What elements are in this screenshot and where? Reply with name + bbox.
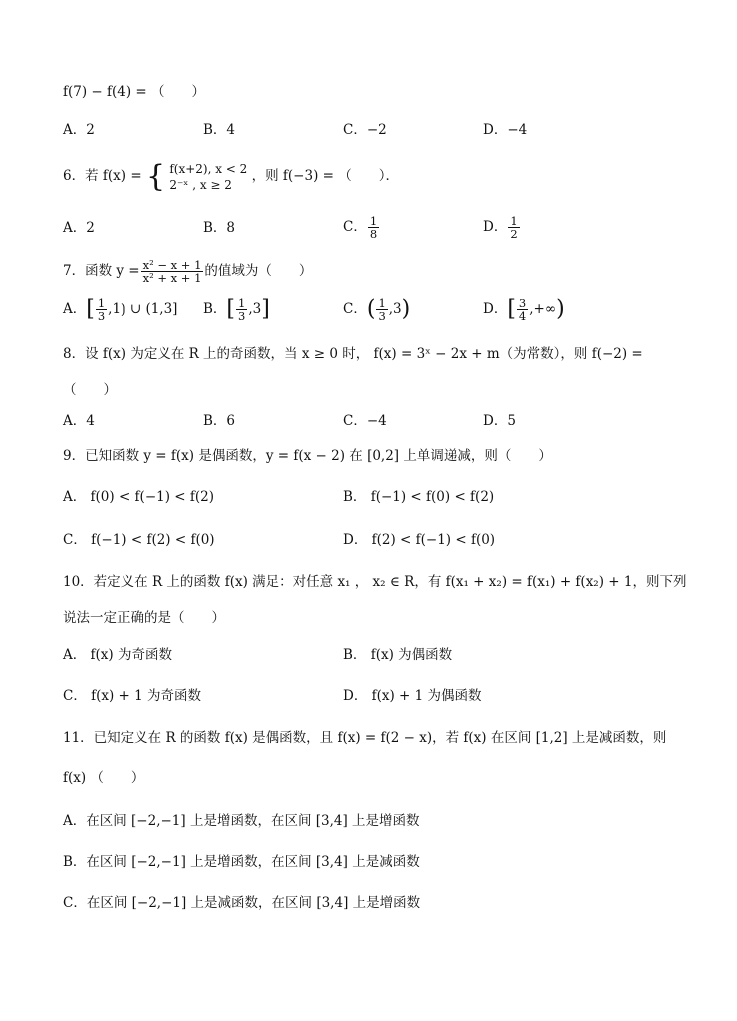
q7-stem <box>63 256 312 286</box>
bracket-right: ] <box>261 296 270 322</box>
q10-stem: 10．若定义在 R 上的函数 f(x) 满足：对任意 x₁ ， x₂ ∈ R，有 f(x₁ + x₂) = f(x₁) + f(x₂) + 1，则下列 <box>63 574 687 590</box>
q6-option-a[interactable]: A．2 <box>63 220 95 236</box>
q6-option-c[interactable] <box>343 212 380 242</box>
option-label: D． <box>483 301 508 317</box>
frac-num: 3 <box>518 296 527 310</box>
frac-den: 3 <box>238 309 246 323</box>
q11-option-b[interactable]: B．在区间 [−2,−1] 上是增函数，在区间 [3,4] 上是减函数 <box>63 854 420 870</box>
q6-stem <box>63 160 399 193</box>
q11-option-c[interactable]: C．在区间 [−2,−1] 上是减函数，在区间 [3,4] 上是增函数 <box>63 895 421 911</box>
q6-option-d-fraction <box>508 215 519 240</box>
bracket-left: [ <box>507 296 516 322</box>
q6-cases <box>169 161 247 193</box>
q8-stem-cont: （ ） <box>63 382 117 398</box>
q7-suffix: 的值域为（ ） <box>204 263 313 279</box>
frac-num: 1 <box>97 296 106 310</box>
frac-den: 8 <box>369 227 378 241</box>
option-rest: ,3 <box>388 301 402 317</box>
option-label: B． <box>203 301 227 317</box>
frac-num: x² − x + 1 <box>142 258 202 272</box>
q6-case2: 2⁻ˣ , x ≥ 2 <box>169 177 232 192</box>
q7-prefix: 7．函数 y = <box>63 263 140 279</box>
q10-option-b[interactable]: B． f(x) 为偶函数 <box>343 647 453 663</box>
q7-option-b[interactable] <box>203 294 270 325</box>
q9-option-d[interactable]: D． f(2) < f(−1) < f(0) <box>343 532 496 548</box>
q9-option-c[interactable]: C． f(−1) < f(2) < f(0) <box>63 532 215 548</box>
frac-den: 2 <box>510 227 518 241</box>
frac-den: x² + x + 1 <box>142 271 202 285</box>
q5-option-b[interactable]: B．4 <box>203 122 236 138</box>
q7-option-c-fraction <box>376 297 387 322</box>
option-label: C． <box>343 301 367 317</box>
q11-option-a[interactable]: A．在区间 [−2,−1] 上是增函数，在区间 [3,4] 上是增函数 <box>63 813 420 829</box>
bracket-left: [ <box>86 296 95 322</box>
q7-option-d[interactable] <box>483 294 565 325</box>
q6-case1: f(x+2), x < 2 <box>169 161 248 176</box>
paren-left: ( <box>366 296 376 322</box>
q7-option-a[interactable] <box>63 294 177 325</box>
q8-option-d[interactable]: D．5 <box>483 413 516 429</box>
paren-right: ) <box>556 296 565 322</box>
q8-option-b[interactable]: B．6 <box>203 413 236 429</box>
option-rest: ,1⟯ ∪ (1,3] <box>108 301 178 317</box>
frac-num: 1 <box>369 214 378 228</box>
frac-den: 4 <box>518 309 527 323</box>
q11-stem-cont: f(x) （ ） <box>63 770 145 786</box>
option-label: A． <box>63 301 87 317</box>
q10-option-d[interactable]: D． f(x) + 1 为偶函数 <box>343 688 482 704</box>
q5-option-c[interactable]: C．−2 <box>343 122 387 138</box>
q7-option-c[interactable] <box>343 294 410 325</box>
q10-option-a[interactable]: A． f(x) 为奇函数 <box>63 647 172 663</box>
option-rest: ,3 <box>248 301 262 317</box>
frac-num: 1 <box>378 296 386 310</box>
q5-option-d[interactable]: D．−4 <box>483 122 528 138</box>
paren-right: ) <box>401 296 411 322</box>
frac-num: 1 <box>238 296 246 310</box>
frac-num: 1 <box>510 214 518 228</box>
q8-option-c[interactable]: C．−4 <box>343 413 387 429</box>
q9-option-b[interactable]: B． f(−1) < f(0) < f(2) <box>343 489 495 505</box>
q5-option-a[interactable]: A．2 <box>63 122 95 138</box>
q9-stem: 9．已知函数 y = f(x) 是偶函数，y = f(x − 2) 在 [0,2] 上单调递减，则（ ） <box>63 448 552 464</box>
q7-option-b-fraction <box>236 297 247 322</box>
q6-option-c-label: C． <box>343 219 367 235</box>
frac-den: 3 <box>97 309 106 323</box>
q5-stem: f(7) − f(4) = （ ） <box>63 84 206 100</box>
q9-option-a[interactable]: A． f(0) < f(−1) < f(2) <box>63 489 214 505</box>
option-rest: ,+∞ <box>529 301 557 317</box>
q8-option-a[interactable]: A．4 <box>63 413 95 429</box>
q6-option-d[interactable] <box>483 212 521 242</box>
q8-stem: 8．设 f(x) 为定义在 R 上的奇函数，当 x ≥ 0 时， f(x) = 3ˣ − 2x + m（为常数），则 f(−2) = <box>63 346 643 362</box>
q6-option-d-label: D． <box>483 219 508 235</box>
q6-option-c-fraction <box>368 215 379 240</box>
q7-option-d-fraction <box>517 297 528 322</box>
q7-fraction <box>141 259 204 284</box>
q6-suffix: ，则 f(−3) = （ ）． <box>251 168 399 184</box>
q10-stem-cont: 说法一定正确的是（ ） <box>63 610 225 626</box>
q6-brace: { <box>145 158 166 194</box>
q6-prefix: 6．若 f(x) = <box>63 168 142 184</box>
frac-den: 3 <box>378 309 386 323</box>
q6-option-b[interactable]: B．8 <box>203 220 236 236</box>
bracket-left: [ <box>226 296 236 322</box>
q7-option-a-fraction <box>96 297 107 322</box>
q10-option-c[interactable]: C． f(x) + 1 为奇函数 <box>63 688 202 704</box>
q11-stem: 11．已知定义在 R 的函数 f(x) 是偶函数，且 f(x) = f(2 − x)，若 f(x) 在区间 [1,2] 上是减函数，则 <box>63 730 667 746</box>
